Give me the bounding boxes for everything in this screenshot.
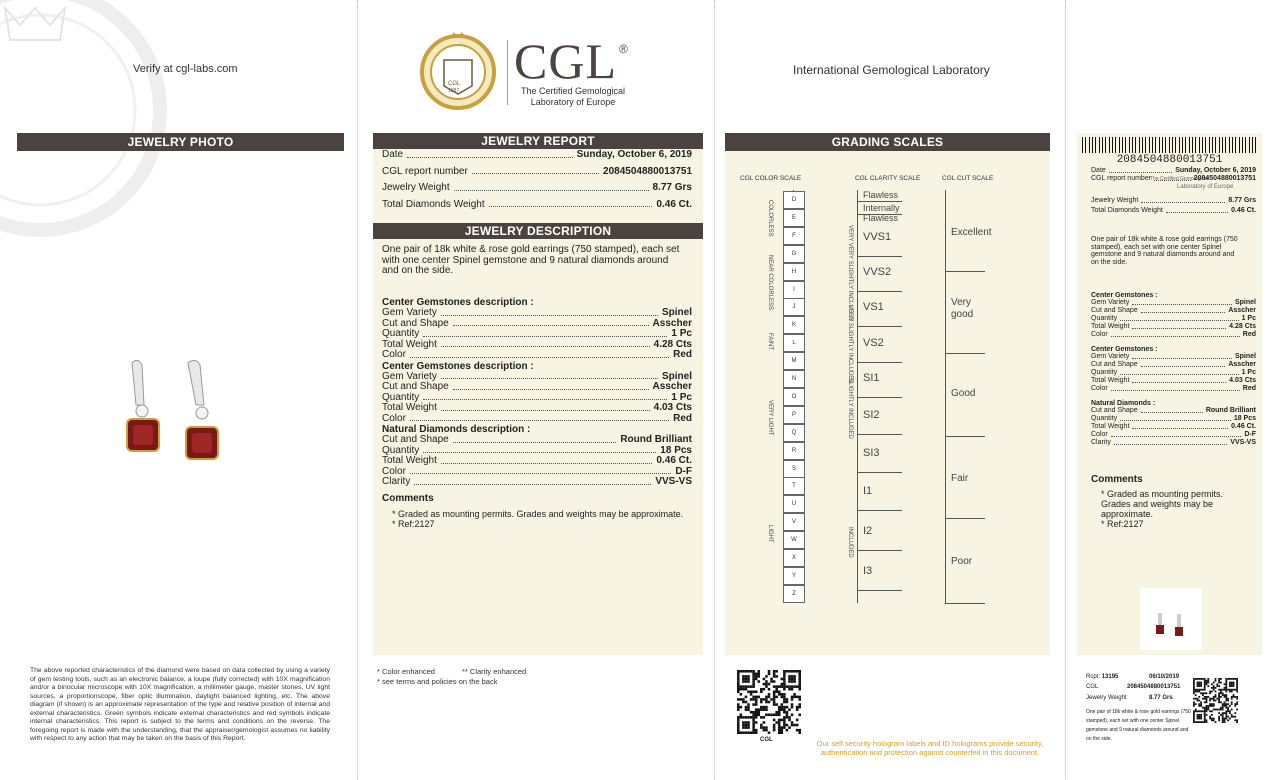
- color-grade-box: P: [783, 406, 805, 424]
- cut-scale-axis: [945, 190, 946, 603]
- side-description: One pair of 18k white & rose gold earrings (750 stamped), each set with one center Spinel gemstone and 9 natural diamonds around and on the side.: [1091, 236, 1238, 266]
- side-report-rows: Date Sunday, October 6, 2019 CGL report number 2084504880013751: [1091, 167, 1256, 182]
- detail-row: Quantity 1 Pc: [382, 328, 692, 339]
- clarity-group-label: VERY SLIGHTLY INCLUDED: [847, 305, 853, 384]
- page-separator: [714, 0, 715, 780]
- comment-2: * Ref:2127: [392, 519, 435, 529]
- registered-mark: ®: [619, 42, 628, 56]
- color-enhanced-note: * Color enhanced: [377, 667, 435, 676]
- earring-left-icon: [127, 360, 159, 451]
- side-comments-title: Comments: [1091, 474, 1143, 485]
- stub-qr-code-icon: [1193, 678, 1238, 723]
- mini-logo: The Certified Gemological: [1150, 176, 1208, 182]
- center2-title: Center Gemstones description :: [382, 360, 534, 372]
- cgl-seal-logo: [418, 30, 498, 110]
- mini-logo-2: Laboratory of Europe: [1177, 184, 1234, 190]
- color-scale-title: CGL COLOR SCALE: [740, 175, 802, 182]
- color-grade-box: E: [783, 209, 805, 227]
- seal-year: 1987: [448, 88, 460, 94]
- diamonds-title: Natural Diamonds description :: [382, 424, 531, 435]
- detail-row: Color Red: [382, 349, 692, 360]
- jewelry-report-header: JEWELRY REPORT: [373, 133, 703, 149]
- clarity-scale: [857, 190, 907, 605]
- color-group-label: NEAR COLORLESS: [767, 255, 773, 311]
- seal-icon: [418, 30, 498, 110]
- clarity-grade: Internally Flawless: [863, 203, 900, 223]
- clarity-grade: Flawless: [863, 190, 899, 200]
- logo-subtitle-2: Laboratory of Europe: [530, 97, 616, 107]
- side-details: Center Gemstones : Gem Variety Spinel Cut and Shape Asscher Quantity 1 Pc Total Weight 4.28 Cts Color Red Center Gemstones : Gem Variety Spinel Cut and Shape Asscher Quantity 1 Pc Total Weight 4.03 Cts Color Red Natural Diamonds : Cut and Shape Round Brilliant Quantity 18 Pcs Total Weight 0.46 Ct. Color D-F Clarity VVS-VS: [1091, 292, 1256, 446]
- gemstone-details: [382, 297, 692, 488]
- detail-row: Total Weight 4.28 Cts: [382, 338, 692, 350]
- earrings-photo: [120, 355, 230, 465]
- color-grade-box: D: [783, 191, 805, 209]
- clarity-scale-title: CGL CLARITY SCALE: [855, 175, 921, 182]
- color-grade-box: M: [783, 352, 805, 370]
- color-grade-box: O: [783, 388, 805, 406]
- qr-caption: CGL: [760, 737, 773, 743]
- clarity-grade: I2: [863, 525, 873, 537]
- barcode-number: 2084504880013751: [1116, 154, 1223, 166]
- color-grade-box: U: [783, 495, 805, 513]
- clarity-grade: I3: [863, 565, 873, 577]
- report-row: Date Sunday, October 6, 2019: [382, 149, 692, 160]
- report-row: Jewelry Weight 8.77 Grs: [382, 182, 692, 193]
- jewelry-photo-header: JEWELRY PHOTO: [17, 133, 344, 151]
- clarity-grade: SI1: [863, 372, 880, 384]
- cut-grade: Poor: [951, 556, 973, 567]
- comments-title: Comments: [382, 493, 434, 504]
- seal-text: CGL: [448, 81, 461, 87]
- comment-1: * Graded as mounting permits. Grades and weights may be approximate.: [392, 509, 684, 519]
- cut-grade: Good: [951, 388, 976, 399]
- side-photo-thumb: [1140, 588, 1202, 650]
- security-note: Our self security hologram labels and ID holograms provide security, authentication and protection against counterfeit in this document.: [816, 739, 1044, 757]
- color-grade-box: I: [783, 281, 805, 299]
- detail-row: Color D-F: [382, 465, 692, 477]
- cut-grade: Very good: [951, 297, 974, 320]
- side-comment: * Graded as mounting permits. Grades and weights may be approximate.: [1101, 489, 1224, 519]
- clarity-grade: VS1: [863, 301, 884, 313]
- color-grade-box: Y: [783, 567, 805, 585]
- page-separator: [1065, 0, 1066, 780]
- cut-scale-title: CGL CUT SCALE: [942, 175, 994, 182]
- report-rows: [382, 150, 692, 210]
- clarity-group-label: VERY VERY SLIGHTLY INCLUDED: [847, 225, 853, 322]
- color-grade-box: J: [783, 298, 805, 316]
- color-grade-box: T: [783, 477, 805, 495]
- earring-right-icon: [186, 360, 218, 459]
- clarity-enhanced-note: ** Clarity enhanced: [462, 667, 527, 676]
- cgl-wordmark: CGL: [514, 33, 617, 89]
- color-group-label: COLORLESS: [767, 200, 773, 237]
- clarity-grade: VVS1: [863, 231, 892, 243]
- color-group-label: LIGHT: [767, 525, 773, 543]
- cut-grade: Fair: [951, 473, 969, 484]
- terms-note: * see terms and policies on the back: [377, 677, 498, 686]
- color-grade-box: Q: [783, 424, 805, 442]
- color-grade-box: G: [783, 245, 805, 263]
- logo-subtitle-1: The Certified Gemological: [520, 86, 626, 96]
- detail-row: Quantity 18 Pcs: [382, 444, 692, 456]
- color-grade-box: K: [783, 316, 805, 334]
- report-row: Total Diamonds Weight 0.46 Ct.: [382, 198, 692, 210]
- center1-title: Center Gemstones description :: [382, 297, 534, 308]
- detail-row: Color Red: [382, 412, 692, 424]
- jewelry-description-header: JEWELRY DESCRIPTION: [373, 223, 703, 239]
- clarity-grade: SI3: [863, 447, 880, 459]
- color-grade-box: Z: [783, 585, 805, 603]
- logo-divider: [507, 40, 508, 105]
- clarity-grade: SI2: [863, 409, 880, 421]
- color-grade-box: R: [783, 442, 805, 460]
- color-group-label: FAINT: [767, 333, 773, 351]
- detail-row: Total Weight 0.46 Ct.: [382, 455, 692, 466]
- clarity-group-label: INCLUDED: [847, 527, 853, 558]
- color-grade-box: W: [783, 531, 805, 549]
- disclaimer-text: The above reported characteristics of the diamond were based on data collected by using a variety of gem testing tools, such as an electronic balance, a loupe (fully corrected) with 10X magnification and/or a binocular microscope with 10X magnification, a millimeter gauge, master stones, UV light sources, a proportionscope, fiber optic illumination, daylight balanced lighting, etc. The above diagram (if shown) is an approximate representation of the type and relative position of internal and external characteristics. Green symbols indicate external characteristics and red symbols indicate internal characteristics. This report is subject to the terms and conditions on the reverse. The foregoing report is made with the understanding, that the appraiser/gemologist assumes no liability with respect to any action that may be taken on the basis of this Report.: [30, 667, 330, 742]
- detail-row: Quantity 1 Pc: [382, 391, 692, 403]
- clarity-grade: VS2: [863, 337, 884, 349]
- color-grade-box: H: [783, 263, 805, 281]
- description-text: One pair of 18k white & rose gold earrings (750 stamped), each set with one center Spinel gemstone and 9 natural diamonds around and on the side.: [382, 244, 680, 276]
- color-grade-box: F: [783, 227, 805, 245]
- color-grade-box: X: [783, 549, 805, 567]
- detail-row: Gem Variety Spinel: [382, 370, 692, 382]
- lab-name: International Gemological Laboratory: [793, 63, 990, 77]
- receipt-stub: Rcpt: 13195 06/10/2019 CGL 2084504880013751 Jewelry Weight 8.77 Grs One pair of 18k white & rose gold earrings (750 stamped), each set with one center Spinel gemstone and 9 natural diamonds around and on the side.: [1077, 666, 1262, 774]
- grading-scales-header: GRADING SCALES: [725, 133, 1050, 151]
- detail-row: Cut and Shape Asscher: [382, 381, 692, 392]
- color-grade-box: V: [783, 513, 805, 531]
- page-separator: [357, 0, 358, 780]
- clarity-grade: VVS2: [863, 266, 892, 278]
- color-group-label: VERY LIGHT: [767, 400, 773, 436]
- watermark-seal-icon: [0, 0, 200, 260]
- detail-row: Cut and Shape Asscher: [382, 317, 692, 329]
- side-weight-rows: Jewelry Weight 8.77 Grs Total Diamonds Weight 0.46 Ct.: [1091, 197, 1256, 214]
- clarity-grade: I1: [863, 485, 873, 497]
- color-grade-box: N: [783, 370, 805, 388]
- color-grade-box: S: [783, 460, 805, 478]
- clarity-group-label: SLIGHTLY INCLUDED: [847, 378, 853, 439]
- detail-row: Total Weight 4.03 Cts: [382, 402, 692, 413]
- detail-row: Gem Variety Spinel: [382, 307, 692, 318]
- qr-code-icon: [737, 670, 801, 734]
- report-row: CGL report number 2084504880013751: [382, 165, 692, 177]
- detail-row: Cut and Shape Round Brilliant: [382, 434, 692, 445]
- cut-grade: Excellent: [951, 227, 992, 238]
- detail-row: Clarity VVS-VS: [382, 476, 692, 487]
- side-ref: * Ref:2127: [1101, 519, 1144, 529]
- verify-text: Verify at cgl-labs.com: [133, 63, 238, 75]
- color-grade-box: L: [783, 334, 805, 352]
- earrings-thumbnail-icon: [1140, 588, 1202, 650]
